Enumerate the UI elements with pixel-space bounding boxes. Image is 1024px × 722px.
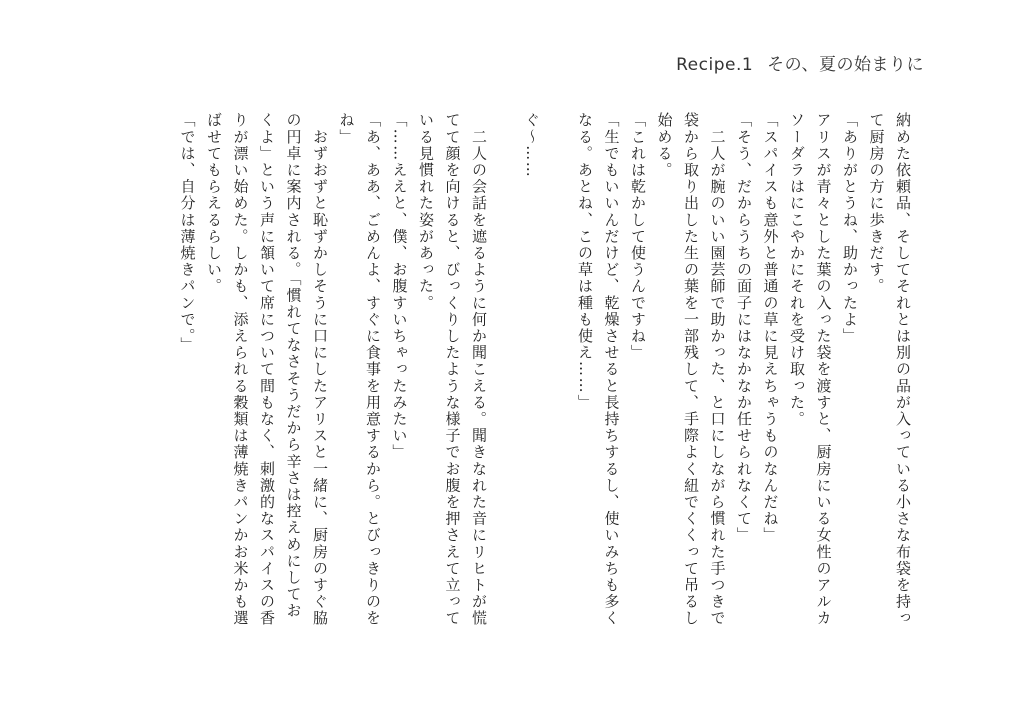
- text-line: 「……ええと、僕、お腹すいちゃったみたい」: [390, 112, 409, 461]
- text-line: 「では、自分は薄焼きパンで。」: [178, 112, 197, 354]
- text-line: ソーダラはにこやかにそれを受け取った。: [788, 112, 806, 428]
- text-line: くよ」という声に頷いて席について間もなく、刺激的なスパイスの香: [258, 112, 276, 627]
- text-line: 「ありがとうね、助かったよ」: [841, 112, 859, 345]
- text-line: おずおずと恥ずかしそうに口にしたアリスと一緒に、厨房のすぐ脇: [311, 112, 329, 627]
- chapter-label: Recipe.1: [676, 55, 754, 75]
- text-line: 「生でもいいんだけど、乾燥させると長持ちするし、使いみちも多く: [602, 112, 621, 627]
- text-line: て厨房の方に歩きだす。: [867, 112, 886, 295]
- text-line: なる。あとね、この草は種も使え……」: [576, 112, 594, 411]
- text-line: りが漂い始めた。しかも、添えられる穀類は薄焼きパンかお米かも選: [231, 112, 250, 627]
- running-header: [676, 50, 924, 75]
- text-line: 「これは乾かして使うんですね」: [629, 112, 647, 361]
- text-line: 「スパイスも意外と普通の草に見えちゃうものなんだね」: [761, 112, 780, 544]
- text-line: 袋から取り出した生の葉を一部残して、手際よく紐でくくって吊るし: [682, 112, 700, 627]
- text-line: の円卓に案内される。「慣れてなさそうだから辛さは控えめにしてお: [284, 112, 303, 620]
- text-line: 始める。: [655, 112, 674, 179]
- blank-line: [545, 112, 572, 672]
- vertical-body-text: [174, 112, 916, 672]
- text-line: 納めた依頼品、そしてそれとは別の品が入っている小さな布袋を持っ: [894, 112, 912, 627]
- text-line: てて顔を向けると、びっくりしたような様子でお腹を押さえて立って: [443, 112, 462, 627]
- text-line: 「そう、だからうちの面子にはなかなか任せられなくて」: [735, 112, 753, 544]
- chapter-title: その、夏の始まりに: [767, 55, 924, 75]
- text-line: いる見慣れた姿があった。: [417, 112, 435, 312]
- text-line: ばせてもらえるらしい。: [205, 112, 223, 295]
- text-line: 「あ、ああ、ごめんよ、すぐに食事を用意するから。とびっきりのを: [364, 112, 382, 627]
- text-line: 二人の会話を遮るように何か聞こえる。聞きなれた音にリヒトが慌: [470, 112, 488, 627]
- text-line: ね」: [337, 112, 356, 146]
- blank-line: [492, 112, 519, 672]
- text-line: ぐ～……: [523, 112, 541, 179]
- text-line: 二人が腕のいい園芸師で助かった、と口にしながら慣れた手つきで: [708, 112, 727, 627]
- text-line: アリスが青々とした葉の入った袋を渡すと、厨房にいる女性のアルカ: [814, 112, 833, 627]
